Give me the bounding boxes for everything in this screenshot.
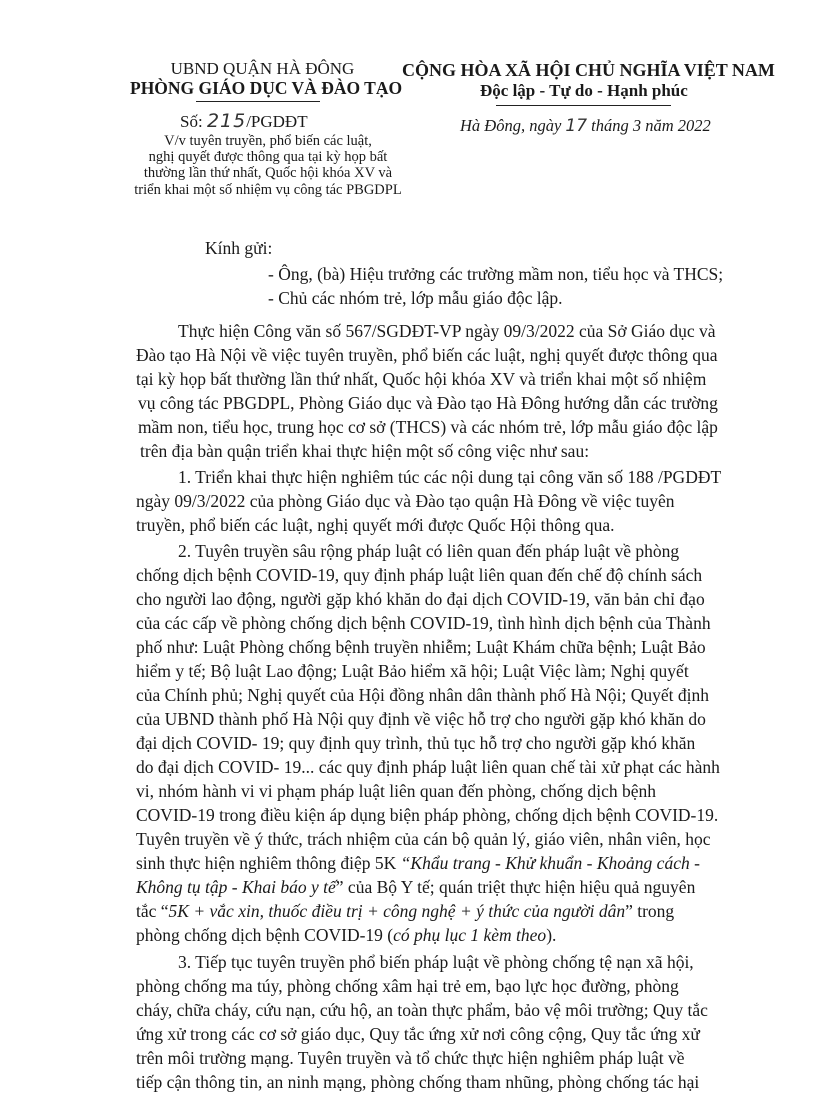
header-underline-left — [196, 101, 320, 102]
issuing-authority: UBND QUẬN HÀ ĐÔNG — [170, 59, 355, 78]
paragraph-line: 2. Tuyên truyền sâu rộng pháp luật có liên quan đến pháp luật về phòng — [178, 541, 680, 561]
paragraph-line: ngày 09/3/2022 của phòng Giáo dục và Đào tạo quận Hà Đông về việc tuyên — [136, 491, 675, 511]
recipients-label: Kính gửi: — [205, 238, 273, 258]
paragraph-line: tại kỳ họp bất thường lần thứ nhất, Quốc hội khóa XV và triển khai một số nhiệm — [136, 369, 707, 389]
paragraph-line: Thực hiện Công văn số 567/SGDĐT-VP ngày 09/3/2022 của Sở Giáo dục và — [178, 321, 716, 341]
paragraph-line: 1. Triển khai thực hiện nghiêm túc các nội dung tại công văn số 188 /PGDĐT — [178, 467, 722, 487]
place-date-day-handwritten: 17 — [565, 116, 588, 136]
document-number-handwritten: 215 — [206, 110, 247, 132]
paragraph-line: đại dịch COVID- 19; quy định quy trình, thủ tục hỗ trợ cho người gặp khó khăn — [136, 733, 696, 753]
paragraph-line: vụ công tác PBGDPL, Phòng Giáo dục và Đào tạo Hà Đông hướng dẫn các trường — [138, 393, 718, 413]
paragraph-line: COVID-19 trong điều kiện áp dụng biện pháp phòng, chống dịch bệnh COVID-19. — [136, 805, 719, 825]
paragraph-line — [136, 877, 695, 898]
paragraph-line: hiểm y tế; Bộ luật Lao động; Luật Bảo hiểm xã hội; Luật Việc làm; Nghị quyết — [136, 661, 689, 681]
text-run-italic: Không tụ tập - Khai báo y tế — [136, 877, 336, 897]
text-run: sinh thực hiện nghiêm thông điệp 5K — [136, 853, 401, 873]
issuing-department: PHÒNG GIÁO DỤC VÀ ĐÀO TẠO — [130, 78, 403, 98]
subject-line: nghị quyết được thông qua tại kỳ họp bất — [148, 149, 388, 166]
text-run: tắc “ — [136, 901, 169, 921]
paragraph-line: Tuyên truyền về ý thức, trách nhiệm của cán bộ quản lý, giáo viên, nhân viên, học — [136, 829, 711, 849]
recipient-item: - Ông, (bà) Hiệu trưởng các trường mầm non, tiểu học và THCS; — [268, 264, 724, 284]
paragraph-line: của UBND thành phố Hà Nội quy định về việc hỗ trợ cho người gặp khó khăn do — [136, 709, 706, 729]
document-subject — [98, 133, 438, 198]
paragraph-line — [136, 901, 674, 922]
paragraph-line: của Chính phủ; Nghị quyết của Hội đồng nhân dân thành phố Hà Nội; Quyết định — [136, 685, 710, 705]
paragraph-line: 3. Tiếp tục tuyên truyền phổ biến pháp luật về phòng chống tệ nạn xã hội, — [178, 952, 694, 972]
recipient-item: - Chủ các nhóm trẻ, lớp mẫu giáo độc lập. — [268, 288, 563, 308]
text-run: ). — [546, 925, 557, 945]
place-date-prefix: Hà Đông, ngày — [460, 116, 562, 135]
paragraph-line: phố như: Luật Phòng chống bệnh truyền nhiễm; Luật Khám chữa bệnh; Luật Bảo — [136, 637, 706, 657]
paragraph-line: trên môi trường mạng. Tuyên truyền và tổ chức thực hiện nghiêm pháp luật về — [136, 1048, 685, 1068]
document-number-prefix: Số: — [180, 112, 203, 131]
subject-line: V/v tuyên truyền, phổ biến các luật, — [164, 133, 372, 149]
text-run-italic: 5K + vắc xin, thuốc điều trị + công nghệ + ý thức của người dân — [168, 901, 626, 921]
text-run-italic: có phụ lục 1 kèm theo — [393, 925, 547, 945]
paragraph-line: truyền, phổ biến các luật, nghị quyết mới được Quốc Hội thông qua. — [136, 515, 615, 535]
paragraph-line: của các cấp về phòng chống dịch bệnh COVID-19, tình hình dịch bệnh của Thành — [136, 613, 711, 633]
paragraph-line: cho người lao động, người gặp khó khăn do đại dịch COVID-19, văn bản chỉ đạo — [136, 589, 705, 609]
paragraph-line: trên địa bàn quận triển khai thực hiện một số công việc như sau: — [140, 441, 590, 461]
paragraph-line — [136, 925, 556, 946]
place-and-date — [460, 116, 711, 136]
place-date-suffix: tháng 3 năm 2022 — [591, 116, 711, 135]
document-number — [180, 110, 308, 132]
paragraph-line: phòng chống ma túy, phòng chống xâm hại trẻ em, bạo lực học đường, phòng — [136, 976, 679, 996]
paragraph-line: tiếp cận thông tin, an ninh mạng, phòng chống tham nhũng, phòng chống tác hại — [136, 1072, 700, 1092]
paragraph-line — [136, 853, 700, 874]
paragraph-line: do đại dịch COVID- 19... các quy định pháp luật liên quan chế tài xử phạt các hành — [136, 757, 720, 777]
text-run-italic: “Khẩu trang - Khử khuẩn - Khoảng cách - — [400, 853, 700, 873]
header-underline-right — [496, 105, 671, 106]
text-run: ” trong — [625, 901, 675, 921]
paragraph-line: mầm non, tiểu học, trung học cơ sở (THCS) và các nhóm trẻ, lớp mẫu giáo độc lập — [138, 417, 718, 437]
national-motto: Độc lập - Tự do - Hạnh phúc — [480, 81, 688, 100]
paragraph-line: cháy, chữa cháy, cứu nạn, cứu hộ, an toàn thực phẩm, bảo vệ môi trường; Quy tắc — [136, 1000, 708, 1020]
paragraph-line: chống dịch bệnh COVID-19, quy định pháp luật liên quan đến chế độ chính sách — [136, 565, 703, 585]
subject-line: triển khai một số nhiệm vụ công tác PBGDPL — [134, 181, 402, 198]
document-number-suffix: /PGDĐT — [246, 112, 308, 131]
text-run: phòng chống dịch bệnh COVID-19 ( — [136, 925, 394, 945]
paragraph-line: ứng xử trong các cơ sở giáo dục, Quy tắc ứng xử nơi công cộng, Quy tắc ứng xử — [136, 1024, 700, 1044]
national-title: CỘNG HÒA XÃ HỘI CHỦ NGHĨA VIỆT NAM — [402, 60, 775, 80]
paragraph-line: Đào tạo Hà Nội về việc tuyên truyền, phổ biến các luật, nghị quyết được thông qua — [136, 345, 718, 365]
paragraph-line: vi, nhóm hành vi vi phạm pháp luật liên quan đến phòng, chống dịch bệnh — [136, 781, 657, 801]
subject-line: thường lần thứ nhất, Quốc hội khóa XV và — [143, 165, 393, 182]
text-run: ” của Bộ Y tế; quán triệt thực hiện hiệu quả nguyên — [335, 877, 696, 897]
